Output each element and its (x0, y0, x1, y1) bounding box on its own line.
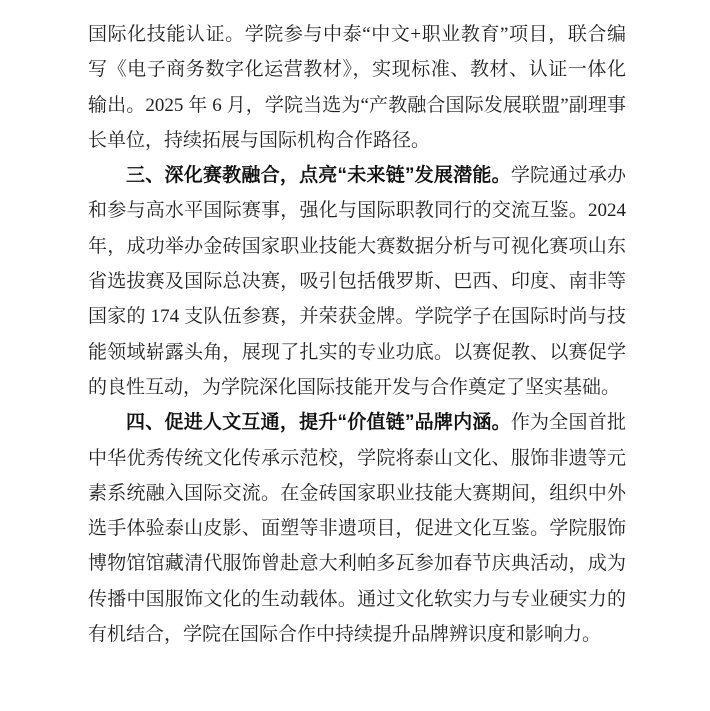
section-three-heading: 三、深化赛教融合，点亮“未来链”发展潜能。 (126, 165, 511, 187)
section-four-text: 作为全国首批中华优秀传统文化传承示范校，学院将泰山文化、服饰非遗等元素系统融入国际交流。在金砖国家职业技能大赛期间，组织中外选手体验泰山皮影、面塑等非遗项目，促进文化互鉴。学院服饰博物馆馆藏清代服饰曾赴意大利帕多瓦参加春节庆典活动，成为传播中国服饰文化的生动载体。通过文化软实力与专业硬实力的有机结合，学院在国际合作中持续提升品牌辨识度和影响力。 (88, 412, 626, 646)
section-four-heading: 四、促进人文互通，提升“价值链”品牌内涵。 (126, 412, 511, 434)
section-three-text: 学院通过承办和参与高水平国际赛事，强化与国际职教同行的交流互鉴。2024 年，成功举办金砖国家职业技能大赛数据分析与可视化赛项山东省选拔赛及国际总决赛，吸引包括俄罗斯、巴西、印度、南非等国家的 174 支队伍参赛，并荣获金牌。学院学子在国际时尚与技能领域崭露头角，展现了扎实的专业功底。以赛促教、以赛促学的良性互动，为学院深化国际技能开发与合作奠定了坚实基础。 (88, 165, 626, 398)
paragraph-section-four (88, 405, 626, 652)
paragraph-section-three (88, 158, 626, 405)
paragraph-continuation (88, 17, 626, 158)
document-body (88, 17, 626, 652)
paragraph-continuation-text: 国际化技能认证。学院参与中泰“中文+职业教育”项目，联合编写《电子商务数字化运营教材》，实现标准、教材、认证一体化输出。2025 年 6 月，学院当选为“产教融合国际发展联盟”副理事长单位，持续拓展与国际机构合作路径。 (88, 24, 626, 151)
